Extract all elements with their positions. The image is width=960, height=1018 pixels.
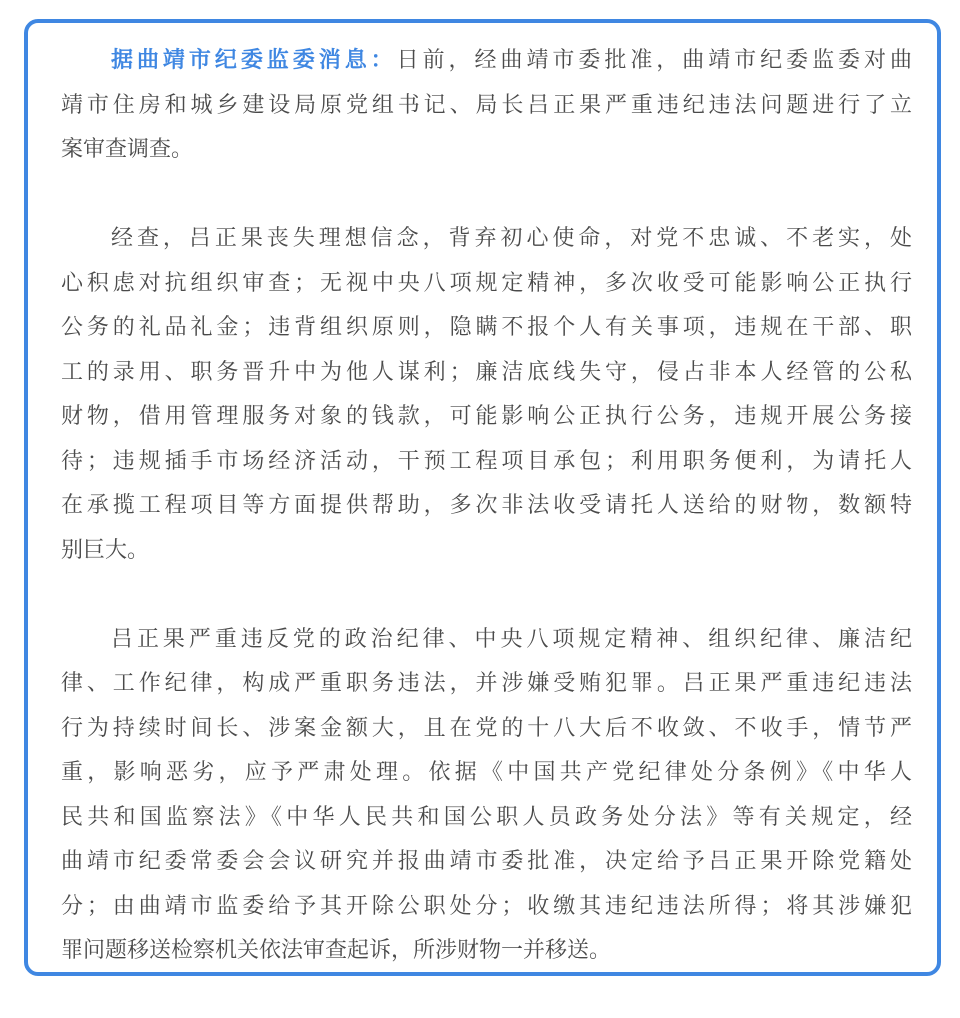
line-text: 待；违规插手市场经济活动，干预工程项目承包；利用职务便利，为请托人 bbox=[61, 448, 912, 474]
line-text: 靖市住房和城乡建设局原党组书记、局长吕正果严重违纪违法问题进行了立 bbox=[61, 92, 912, 118]
text-line bbox=[61, 262, 912, 307]
lead-label: 据曲靖市纪委监委消息： bbox=[111, 48, 397, 73]
text-line bbox=[61, 84, 912, 129]
line-text: 曲靖市纪委常委会会议研究并报曲靖市委批准，决定给予吕正果开除党籍处 bbox=[61, 849, 912, 874]
text-line bbox=[61, 796, 912, 841]
line-text: 公务的礼品礼金；违背组织原则，隐瞒不报个人有关事项，违规在干部、职 bbox=[61, 315, 912, 340]
text-line bbox=[61, 529, 912, 574]
paragraph bbox=[61, 217, 912, 573]
line-text: 心积虑对抗组织审查；无视中央八项规定精神，多次收受可能影响公正执行 bbox=[61, 270, 912, 296]
text-line bbox=[61, 306, 912, 351]
line-text: 案审查调查。 bbox=[61, 137, 194, 162]
line-text: 工的录用、职务晋升中为他人谋利；廉洁底线失守，侵占非本人经管的公私 bbox=[61, 359, 912, 385]
text-line bbox=[61, 662, 912, 707]
line-text: 在承揽工程项目等方面提供帮助，多次非法收受请托人送给的财物，数额特 bbox=[61, 493, 912, 518]
text-line bbox=[61, 885, 912, 930]
article-frame bbox=[24, 19, 941, 976]
text-line bbox=[61, 440, 912, 485]
text-line bbox=[61, 929, 912, 974]
line-text: 行为持续时间长、涉案金额大，且在党的十八大后不收敛、不收手，情节严 bbox=[61, 715, 912, 741]
article-body bbox=[61, 39, 912, 1018]
text-line bbox=[61, 351, 912, 396]
text-line bbox=[61, 707, 912, 752]
line-text: 律、工作纪律，构成严重职务违法，并涉嫌受贿犯罪。吕正果严重违纪违法 bbox=[61, 671, 912, 696]
line-text: 吕正果严重违反党的政治纪律、中央八项规定精神、组织纪律、廉洁纪 bbox=[111, 626, 912, 652]
line-text: 日前，经曲靖市委批准，曲靖市纪委监委对曲 bbox=[396, 48, 912, 73]
text-line bbox=[61, 840, 912, 885]
line-text: 经查，吕正果丧失理想信念，背弃初心使命，对党不忠诚、不老实，处 bbox=[111, 226, 912, 251]
paragraph bbox=[61, 39, 912, 173]
text-line bbox=[61, 39, 912, 84]
line-text: 重，影响恶劣，应予严肃处理。依据《中国共产党纪律处分条例》《中华人 bbox=[61, 760, 912, 785]
text-line bbox=[61, 751, 912, 796]
text-line bbox=[61, 618, 912, 663]
paragraph bbox=[61, 618, 912, 974]
line-text: 民共和国监察法》《中华人民共和国公职人员政务处分法》等有关规定，经 bbox=[61, 804, 912, 830]
text-line bbox=[61, 217, 912, 262]
line-text: 别巨大。 bbox=[61, 537, 150, 563]
line-text: 分；由曲靖市监委给予其开除公职处分；收缴其违纪违法所得；将其涉嫌犯 bbox=[61, 893, 912, 919]
text-line bbox=[61, 128, 912, 173]
text-line bbox=[61, 484, 912, 529]
line-text: 财物，借用管理服务对象的钱款，可能影响公正执行公务，违规开展公务接 bbox=[61, 404, 912, 429]
line-text: 罪问题移送检察机关依法审查起诉，所涉财物一并移送。 bbox=[61, 938, 612, 963]
text-line bbox=[61, 395, 912, 440]
